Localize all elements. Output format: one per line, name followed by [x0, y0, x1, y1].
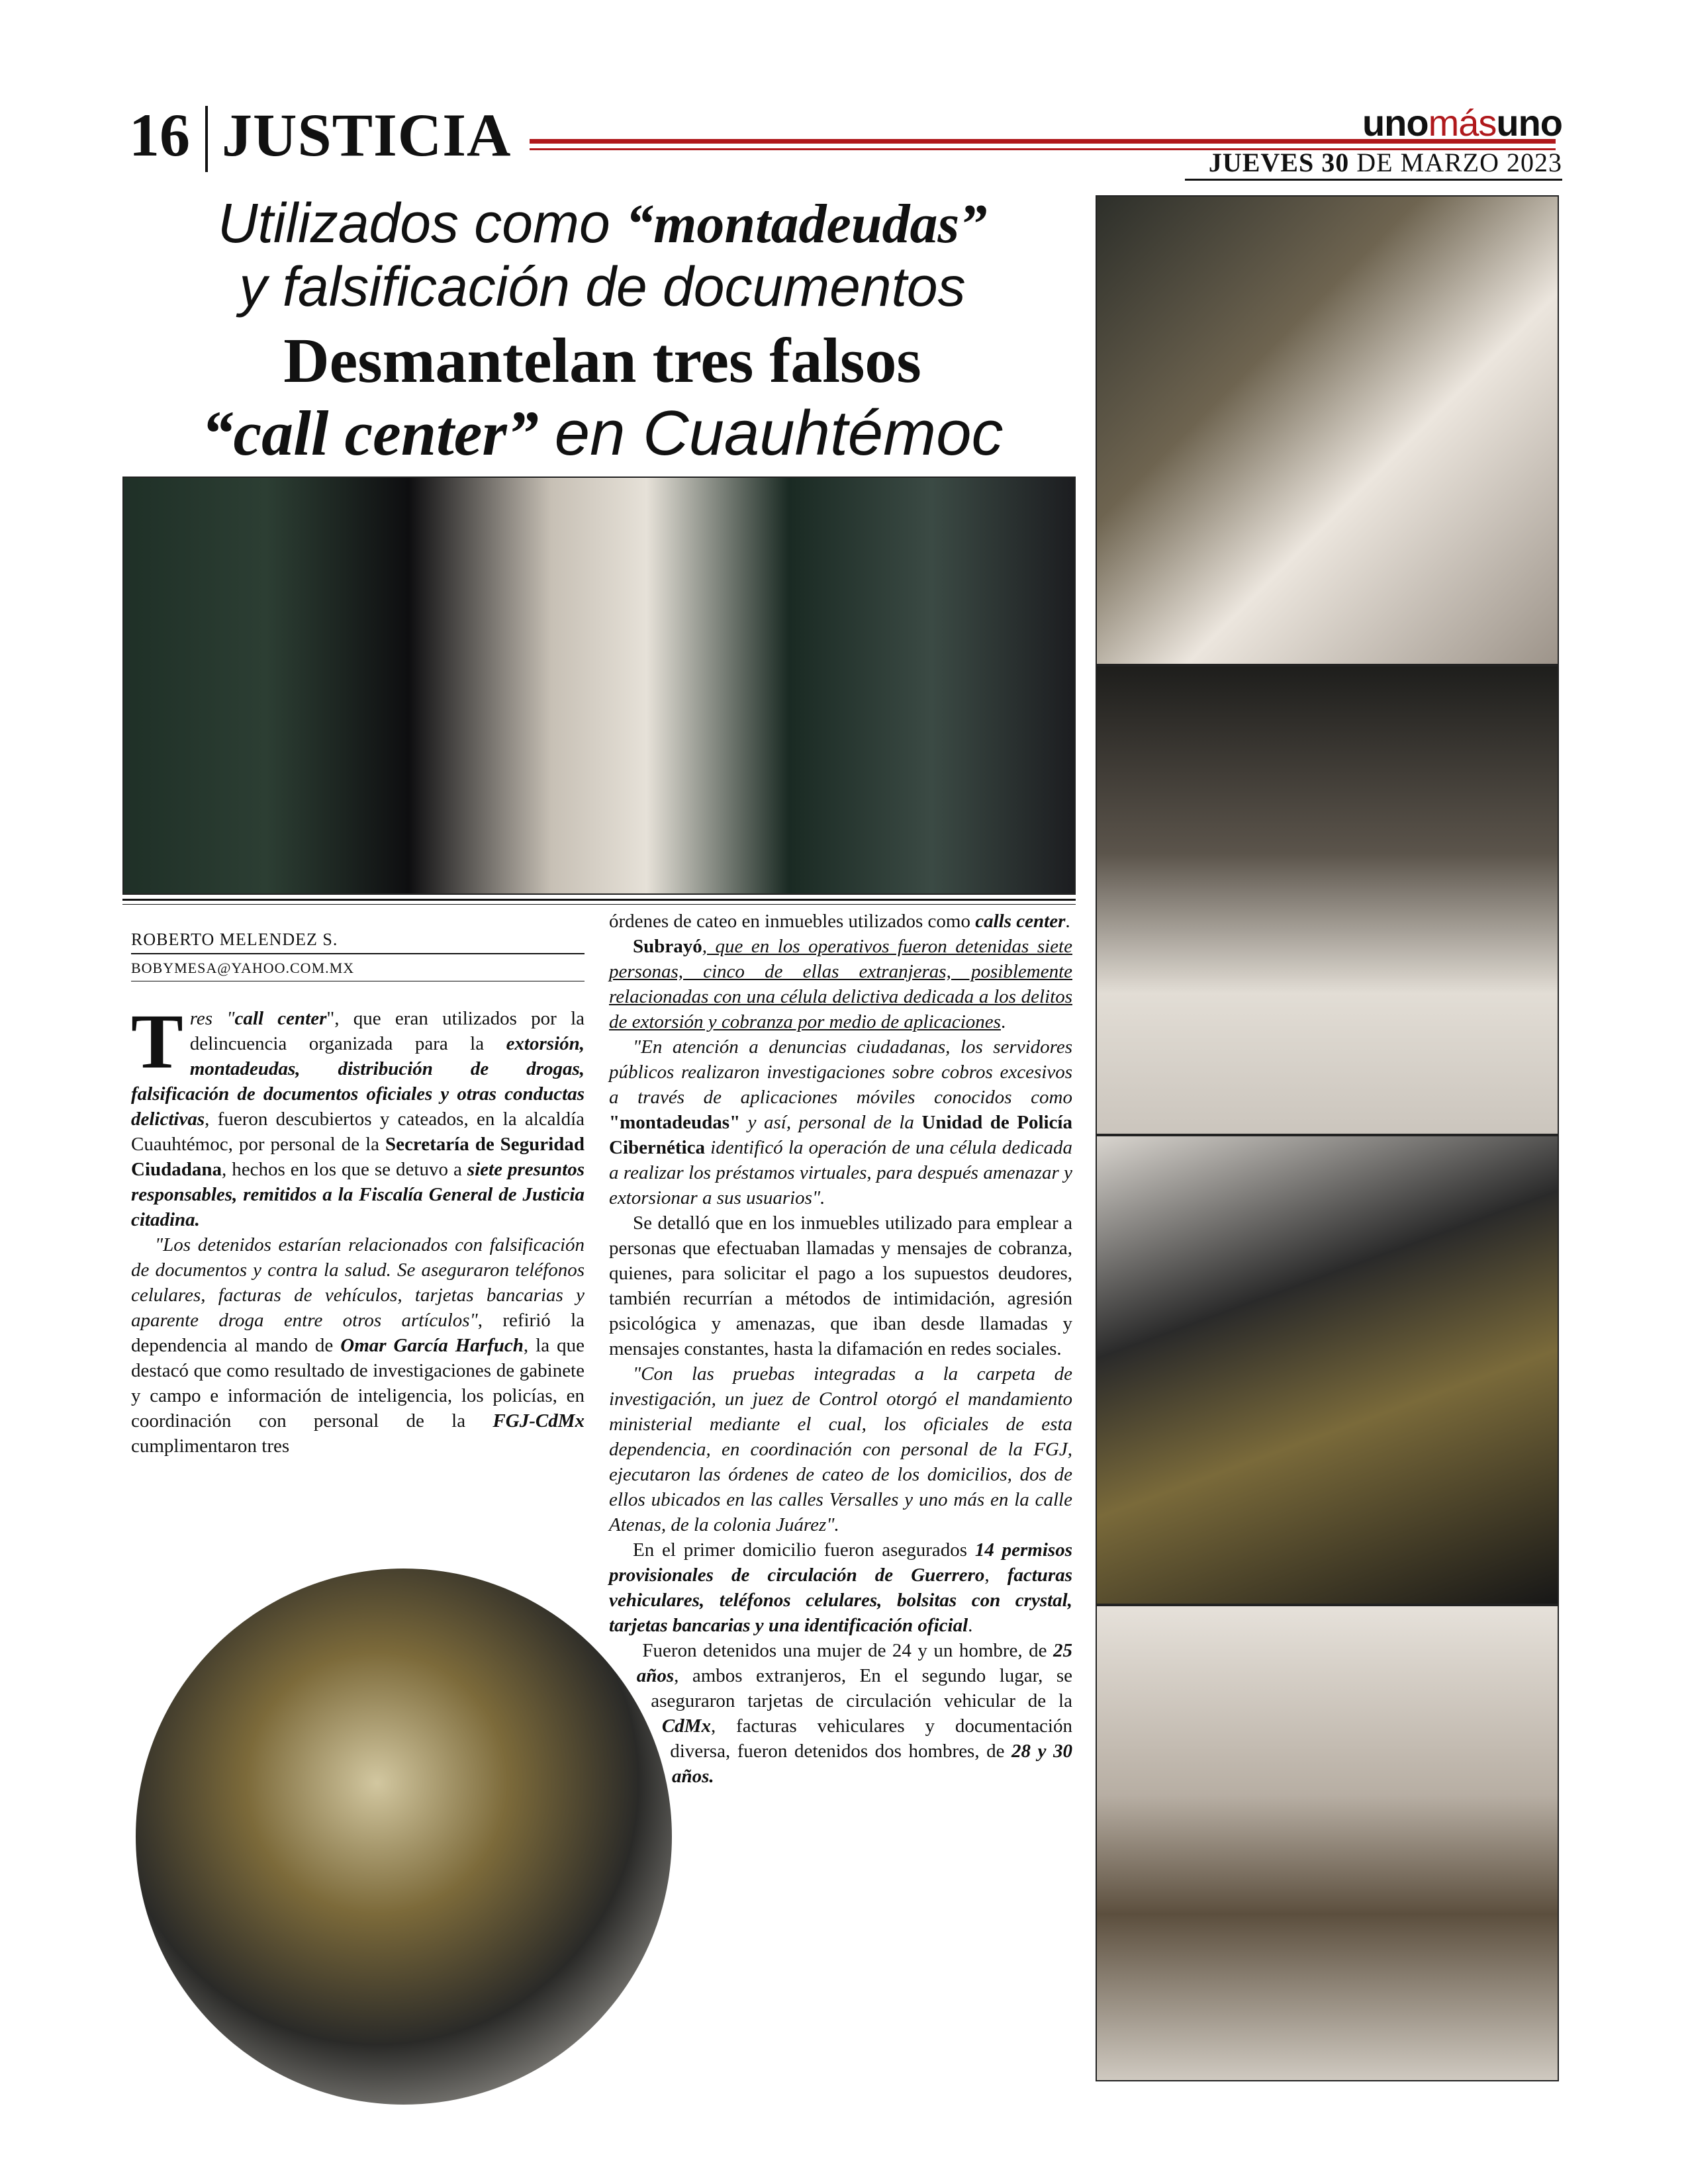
photo-police-entering-building: [122, 477, 1076, 895]
photo-detained-woman: [1096, 195, 1559, 665]
drop-cap: T: [131, 998, 183, 1085]
paragraph-8: En el primer domicilio fueron asegurados 14 permisos provisionales de circulación de Guerrero, facturas vehiculares, teléfonos celulares, bolsitas con crystal, tarjetas bancarias y una identificación oficial.: [609, 1539, 1072, 1636]
header-divider: [205, 106, 208, 172]
paragraph-6: Se detalló que en los inmuebles utilizado para emplear a personas que efectuaban llamadas y mensajes de cobranza, quienes, para solicitar el pago a los supuestos deudores, también recurrían a métodos de intimidación, agresión psicológica y amenazas, que iban desde llamadas y mensajes constantes, hasta la difamación en redes sociales.: [609, 1212, 1072, 1359]
paragraph-7: "Con las pruebas integradas a la carpeta de investigación, un juez de Control otorgó el mandamiento ministerial mediante el cual, los oficiales de esta dependencia, en coordinación con personal de la FGJ, ejecutaron las órdenes de cateo de los domicilios, dos de ellos ubicados en las calles Versalles y uno más en la calle Atenas, de la colonia Juárez".: [609, 1363, 1072, 1535]
paragraph-3: órdenes de cateo en inmuebles utilizados como calls center.: [609, 911, 1070, 932]
article-column-1: [131, 998, 585, 1459]
newspaper-logo: unomásuno: [1362, 102, 1562, 144]
photo-rule-thin: [122, 904, 1076, 905]
photo-armed-officers-door: [1096, 665, 1559, 1135]
photo-rule: [122, 899, 1076, 901]
byline-rule: [131, 953, 585, 954]
photo-officers-with-detainee: [1096, 1135, 1559, 1605]
date-rule: [1185, 179, 1562, 181]
page-number: 16: [129, 101, 190, 169]
author-email: BOBYMESA@YAHOO.COM.MX: [131, 960, 355, 976]
photo-circular-detainee: [136, 1569, 672, 2105]
article-column-2: [609, 909, 1072, 2105]
issue-date: JUEVES 30 DE MARZO 2023: [1208, 148, 1562, 177]
main-headline: Desmantelan tres falsos “call center” en Cuauhtémoc: [201, 325, 1004, 469]
paragraph-9: Fueron detenidos una mujer de 24 y un hombre, de 25 años, ambos extranjeros, En el segundo lugar, se aseguraron tarjetas de circulación vehicular de la CdMx, facturas vehiculares y documentación diversa, fueron detenidos dos hombres, de 28 y 30 años.: [636, 1640, 1072, 1787]
paragraph-5: "En atención a denuncias ciudadanas, los servidores públicos realizaron investigaciones sobre cobros excesivos a través de aplicaciones móviles conocidos como "montadeudas" y así, personal de la Unidad de Policía Cibernética identificó la operación de una célula dedicada a realizar los préstamos virtuales, para después amenazar y extorsionar a sus usuarios".: [609, 1036, 1072, 1208]
paragraph-4: Subrayó, que en los operativos fueron detenidas siete personas, cinco de ellas extranjeras, posiblemente relacionadas con una célula delictiva dedicada a los delitos de extorsión y cobranza por medio de aplicaciones.: [609, 936, 1072, 1032]
paragraph-2: "Los detenidos estarían relacionados con falsificación de documentos y contra la salud. Se aseguraron teléfonos celulares, facturas de vehículos, tarjetas bancarias y aparente droga entre otros artículos", refirió la dependencia al mando de Omar García Harfuch, la que destacó que como resultado de investigaciones de gabinete y campo e información de inteligencia, los policías, en coordinación con personal de la FGJ-CdMx cumplimentaron tres: [131, 1234, 585, 1457]
kicker-headline: Utilizados como “montadeudas” y falsificación de documentos: [217, 192, 988, 318]
paragraph-1: Tres "call center", que eran utilizados por la delincuencia organizada para la extorsión, montadeudas, distribución de drogas, falsificación de documentos oficiales y otras conductas delictivas, fueron descubiertos y cateados, en la alcaldía Cuauhtémoc, por personal de la Secretaría de Seguridad Ciudadana, hechos en los que se detuvo a siete presuntos responsables, remitidos a la Fiscalía General de Justicia citadina.: [131, 998, 585, 1230]
photo-officer-on-street: [1096, 1605, 1559, 2081]
author-name: ROBERTO MELENDEZ S.: [131, 930, 338, 949]
section-title: JUSTICIA: [222, 101, 512, 169]
